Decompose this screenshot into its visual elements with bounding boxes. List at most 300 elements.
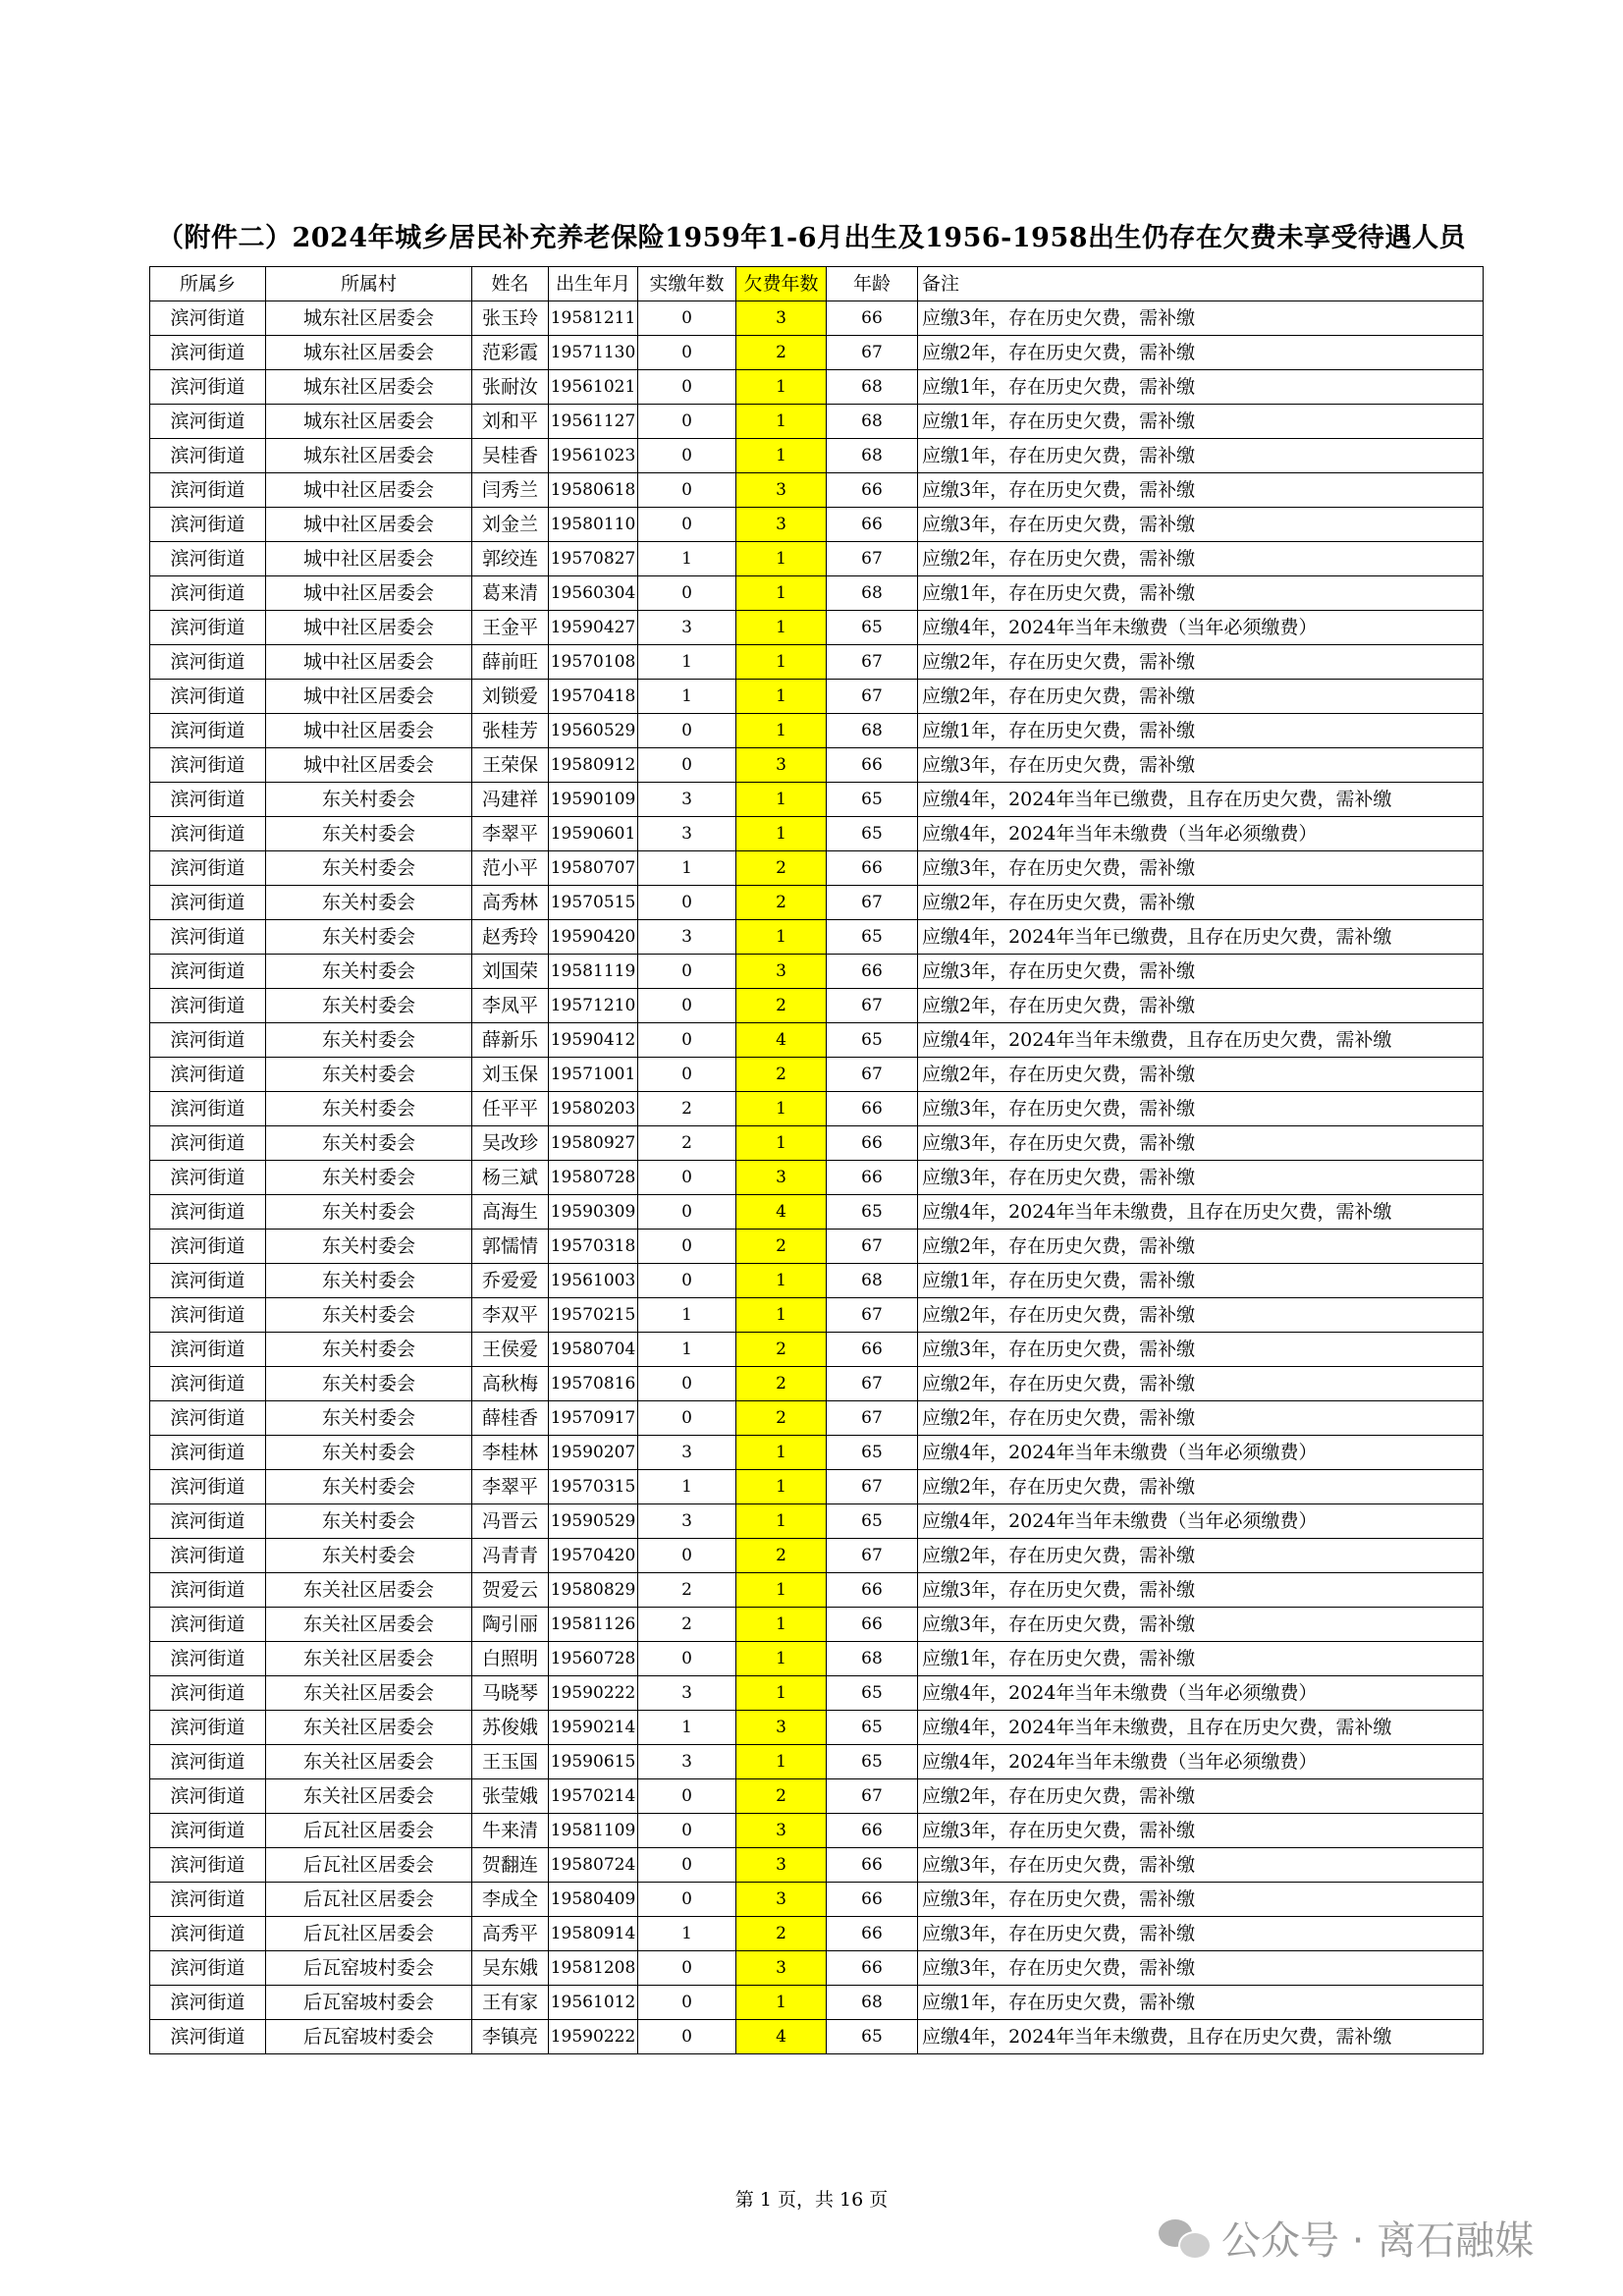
table-row [150, 1608, 1484, 1642]
paid-years-cell: 0 [638, 1814, 736, 1848]
age-cell: 68 [827, 405, 918, 439]
remarks-cell: 应缴1年，存在历史欠费，需补缴 [918, 405, 1484, 439]
name-cell: 刘玉保 [472, 1058, 549, 1092]
table-row [150, 1848, 1484, 1883]
arrears-years-cell: 1 [736, 576, 827, 611]
name-cell: 白照明 [472, 1642, 549, 1676]
birth-date-cell: 19560728 [549, 1642, 638, 1676]
name-cell: 乔爱爱 [472, 1264, 549, 1298]
birth-date-cell: 19580829 [549, 1573, 638, 1608]
remarks-cell: 应缴3年，存在历史欠费，需补缴 [918, 1883, 1484, 1917]
name-cell: 李凤平 [472, 989, 549, 1023]
table-row [150, 1401, 1484, 1436]
age-cell: 67 [827, 1298, 918, 1333]
table-row [150, 405, 1484, 439]
township-cell: 滨河街道 [150, 920, 266, 955]
birth-date-cell: 19570215 [549, 1298, 638, 1333]
village-cell: 东关村委会 [266, 1230, 472, 1264]
township-cell: 滨河街道 [150, 1986, 266, 2020]
township-cell: 滨河街道 [150, 1401, 266, 1436]
township-cell: 滨河街道 [150, 748, 266, 783]
arrears-years-cell: 2 [736, 1539, 827, 1573]
township-cell: 滨河街道 [150, 473, 266, 508]
table-row [150, 1779, 1484, 1814]
birth-date-cell: 19571001 [549, 1058, 638, 1092]
village-cell: 城中社区居委会 [266, 748, 472, 783]
birth-date-cell: 19570318 [549, 1230, 638, 1264]
arrears-years-cell: 1 [736, 1470, 827, 1504]
table-row [150, 1298, 1484, 1333]
paid-years-cell: 1 [638, 1470, 736, 1504]
birth-date-cell: 19570917 [549, 1401, 638, 1436]
remarks-cell: 应缴4年，2024年当年已缴费，且存在历史欠费，需补缴 [918, 920, 1484, 955]
table-row [150, 886, 1484, 920]
age-cell: 66 [827, 1917, 918, 1951]
watermark [1159, 2208, 1534, 2267]
village-cell: 东关社区居委会 [266, 1608, 472, 1642]
remarks-cell: 应缴2年，存在历史欠费，需补缴 [918, 1058, 1484, 1092]
age-cell: 66 [827, 1092, 918, 1126]
township-cell: 滨河街道 [150, 989, 266, 1023]
table-row [150, 1092, 1484, 1126]
name-cell: 陶引丽 [472, 1608, 549, 1642]
table-row [150, 680, 1484, 714]
township-cell: 滨河街道 [150, 1195, 266, 1230]
name-cell: 李双平 [472, 1298, 549, 1333]
paid-years-cell: 0 [638, 576, 736, 611]
paid-years-cell: 3 [638, 783, 736, 817]
paid-years-cell: 1 [638, 1333, 736, 1367]
township-cell: 滨河街道 [150, 1951, 266, 1986]
paid-years-cell: 0 [638, 370, 736, 405]
remarks-cell: 应缴1年，存在历史欠费，需补缴 [918, 1264, 1484, 1298]
arrears-years-cell: 1 [736, 1504, 827, 1539]
table-row [150, 748, 1484, 783]
age-cell: 67 [827, 1367, 918, 1401]
wechat-icon [1159, 2215, 1210, 2259]
age-cell: 67 [827, 336, 918, 370]
age-cell: 66 [827, 1883, 918, 1917]
village-cell: 东关村委会 [266, 1195, 472, 1230]
table-row [150, 1504, 1484, 1539]
name-cell: 高秀平 [472, 1917, 549, 1951]
paid-years-cell: 0 [638, 336, 736, 370]
remarks-cell: 应缴2年，存在历史欠费，需补缴 [918, 1539, 1484, 1573]
name-cell: 刘金兰 [472, 508, 549, 542]
birth-date-cell: 19581119 [549, 955, 638, 989]
arrears-years-cell: 2 [736, 1058, 827, 1092]
paid-years-cell: 0 [638, 1642, 736, 1676]
arrears-years-cell: 3 [736, 1951, 827, 1986]
birth-date-cell: 19590420 [549, 920, 638, 955]
table-row [150, 989, 1484, 1023]
table-row [150, 1951, 1484, 1986]
birth-date-cell: 19580728 [549, 1161, 638, 1195]
age-cell: 66 [827, 1608, 918, 1642]
age-cell: 67 [827, 1058, 918, 1092]
village-cell: 城东社区居委会 [266, 370, 472, 405]
paid-years-cell: 2 [638, 1608, 736, 1642]
paid-years-cell: 1 [638, 542, 736, 576]
township-cell: 滨河街道 [150, 1779, 266, 1814]
paid-years-cell: 2 [638, 1573, 736, 1608]
paid-years-cell: 3 [638, 817, 736, 851]
remarks-cell: 应缴2年，存在历史欠费，需补缴 [918, 1367, 1484, 1401]
birth-date-cell: 19590412 [549, 1023, 638, 1058]
remarks-cell: 应缴3年，存在历史欠费，需补缴 [918, 1848, 1484, 1883]
name-cell: 王玉国 [472, 1745, 549, 1779]
remarks-cell: 应缴1年，存在历史欠费，需补缴 [918, 1986, 1484, 2020]
table-row [150, 1058, 1484, 1092]
arrears-years-cell: 3 [736, 1814, 827, 1848]
birth-date-cell: 19580912 [549, 748, 638, 783]
name-cell: 冯晋云 [472, 1504, 549, 1539]
paid-years-cell: 0 [638, 1779, 736, 1814]
arrears-years-cell: 3 [736, 1848, 827, 1883]
remarks-cell: 应缴1年，存在历史欠费，需补缴 [918, 1642, 1484, 1676]
table-row [150, 336, 1484, 370]
name-cell: 李桂林 [472, 1436, 549, 1470]
arrears-years-cell: 1 [736, 1573, 827, 1608]
township-cell: 滨河街道 [150, 1642, 266, 1676]
township-cell: 滨河街道 [150, 1814, 266, 1848]
village-cell: 城中社区居委会 [266, 645, 472, 680]
paid-years-cell: 0 [638, 1230, 736, 1264]
name-cell: 范小平 [472, 851, 549, 886]
paid-years-cell: 0 [638, 989, 736, 1023]
name-cell: 刘锁爱 [472, 680, 549, 714]
name-cell: 薛新乐 [472, 1023, 549, 1058]
age-cell: 67 [827, 886, 918, 920]
arrears-years-cell: 2 [736, 336, 827, 370]
name-cell: 吴改珍 [472, 1126, 549, 1161]
arrears-years-cell: 3 [736, 1883, 827, 1917]
column-header-village: 所属村 [266, 267, 472, 301]
village-cell: 东关村委会 [266, 886, 472, 920]
arrears-years-cell: 1 [736, 817, 827, 851]
paid-years-cell: 1 [638, 1298, 736, 1333]
name-cell: 王有家 [472, 1986, 549, 2020]
remarks-cell: 应缴3年，存在历史欠费，需补缴 [918, 1814, 1484, 1848]
village-cell: 城中社区居委会 [266, 611, 472, 645]
birth-date-cell: 19561127 [549, 405, 638, 439]
age-cell: 67 [827, 542, 918, 576]
age-cell: 65 [827, 1676, 918, 1711]
village-cell: 东关社区居委会 [266, 1573, 472, 1608]
document-title: （附件二）2024年城乡居民补充养老保险1959年1-6月出生及1956-1958出生仍存在欠费未享受待遇人员 [156, 223, 1467, 253]
table-row [150, 611, 1484, 645]
name-cell: 高秋梅 [472, 1367, 549, 1401]
paid-years-cell: 0 [638, 1883, 736, 1917]
remarks-cell: 应缴4年，2024年当年未缴费，且存在历史欠费，需补缴 [918, 1711, 1484, 1745]
paid-years-cell: 3 [638, 1504, 736, 1539]
paid-years-cell: 0 [638, 1539, 736, 1573]
name-cell: 葛来清 [472, 576, 549, 611]
name-cell: 薛前旺 [472, 645, 549, 680]
birth-date-cell: 19580203 [549, 1092, 638, 1126]
birth-date-cell: 19590109 [549, 783, 638, 817]
township-cell: 滨河街道 [150, 680, 266, 714]
township-cell: 滨河街道 [150, 1298, 266, 1333]
age-cell: 68 [827, 1264, 918, 1298]
birth-date-cell: 19561012 [549, 1986, 638, 2020]
table-row [150, 1676, 1484, 1711]
remarks-cell: 应缴3年，存在历史欠费，需补缴 [918, 1951, 1484, 1986]
arrears-years-cell: 3 [736, 508, 827, 542]
remarks-cell: 应缴2年，存在历史欠费，需补缴 [918, 1230, 1484, 1264]
table-header-row [150, 267, 1484, 301]
township-cell: 滨河街道 [150, 851, 266, 886]
village-cell: 东关村委会 [266, 851, 472, 886]
township-cell: 滨河街道 [150, 1470, 266, 1504]
township-cell: 滨河街道 [150, 886, 266, 920]
age-cell: 66 [827, 508, 918, 542]
arrears-years-cell: 1 [736, 783, 827, 817]
village-cell: 东关村委会 [266, 1401, 472, 1436]
township-cell: 滨河街道 [150, 783, 266, 817]
age-cell: 66 [827, 748, 918, 783]
name-cell: 贺爱云 [472, 1573, 549, 1608]
age-cell: 67 [827, 989, 918, 1023]
birth-date-cell: 19570827 [549, 542, 638, 576]
birth-date-cell: 19580914 [549, 1917, 638, 1951]
arrears-years-cell: 1 [736, 611, 827, 645]
paid-years-cell: 1 [638, 680, 736, 714]
remarks-cell: 应缴2年，存在历史欠费，需补缴 [918, 1779, 1484, 1814]
birth-date-cell: 19570418 [549, 680, 638, 714]
arrears-years-cell: 2 [736, 886, 827, 920]
township-cell: 滨河街道 [150, 1436, 266, 1470]
arrears-years-cell: 1 [736, 1745, 827, 1779]
village-cell: 城中社区居委会 [266, 680, 472, 714]
name-cell: 张莹娥 [472, 1779, 549, 1814]
column-header-remarks: 备注 [918, 267, 1484, 301]
birth-date-cell: 19580724 [549, 1848, 638, 1883]
table-row [150, 1333, 1484, 1367]
arrears-years-cell: 1 [736, 1126, 827, 1161]
paid-years-cell: 3 [638, 1436, 736, 1470]
arrears-years-cell: 1 [736, 1264, 827, 1298]
age-cell: 65 [827, 783, 918, 817]
village-cell: 后瓦窑坡村委会 [266, 1986, 472, 2020]
birth-date-cell: 19580110 [549, 508, 638, 542]
village-cell: 后瓦窑坡村委会 [266, 1951, 472, 1986]
table-row [150, 714, 1484, 748]
paid-years-cell: 0 [638, 955, 736, 989]
table-row [150, 1436, 1484, 1470]
age-cell: 65 [827, 1195, 918, 1230]
village-cell: 东关村委会 [266, 1023, 472, 1058]
name-cell: 李成全 [472, 1883, 549, 1917]
arrears-years-cell: 2 [736, 1401, 827, 1436]
township-cell: 滨河街道 [150, 955, 266, 989]
birth-date-cell: 19580704 [549, 1333, 638, 1367]
name-cell: 贺翻连 [472, 1848, 549, 1883]
township-cell: 滨河街道 [150, 1058, 266, 1092]
village-cell: 东关村委会 [266, 817, 472, 851]
township-cell: 滨河街道 [150, 1367, 266, 1401]
name-cell: 刘国荣 [472, 955, 549, 989]
birth-date-cell: 19580707 [549, 851, 638, 886]
remarks-cell: 应缴3年，存在历史欠费，需补缴 [918, 301, 1484, 336]
table-row [150, 1470, 1484, 1504]
paid-years-cell: 0 [638, 714, 736, 748]
village-cell: 东关村委会 [266, 1504, 472, 1539]
birth-date-cell: 19570214 [549, 1779, 638, 1814]
village-cell: 东关村委会 [266, 783, 472, 817]
age-cell: 68 [827, 1642, 918, 1676]
name-cell: 牛来清 [472, 1814, 549, 1848]
birth-date-cell: 19590207 [549, 1436, 638, 1470]
paid-years-cell: 2 [638, 1126, 736, 1161]
village-cell: 城东社区居委会 [266, 336, 472, 370]
remarks-cell: 应缴4年，2024年当年未缴费（当年必须缴费） [918, 1436, 1484, 1470]
remarks-cell: 应缴3年，存在历史欠费，需补缴 [918, 955, 1484, 989]
remarks-cell: 应缴3年，存在历史欠费，需补缴 [918, 473, 1484, 508]
arrears-years-cell: 2 [736, 1230, 827, 1264]
village-cell: 东关村委会 [266, 1264, 472, 1298]
arrears-years-cell: 1 [736, 645, 827, 680]
age-cell: 67 [827, 680, 918, 714]
paid-years-cell: 3 [638, 1745, 736, 1779]
remarks-cell: 应缴1年，存在历史欠费，需补缴 [918, 714, 1484, 748]
arrears-years-cell: 3 [736, 473, 827, 508]
age-cell: 66 [827, 301, 918, 336]
birth-date-cell: 19590222 [549, 2020, 638, 2054]
arrears-years-cell: 2 [736, 851, 827, 886]
arrears-years-cell: 1 [736, 1436, 827, 1470]
table-row [150, 920, 1484, 955]
remarks-cell: 应缴3年，存在历史欠费，需补缴 [918, 1573, 1484, 1608]
remarks-cell: 应缴4年，2024年当年未缴费（当年必须缴费） [918, 1745, 1484, 1779]
age-cell: 66 [827, 1848, 918, 1883]
age-cell: 65 [827, 1436, 918, 1470]
village-cell: 东关社区居委会 [266, 1711, 472, 1745]
arrears-years-cell: 3 [736, 748, 827, 783]
paid-years-cell: 1 [638, 851, 736, 886]
township-cell: 滨河街道 [150, 1333, 266, 1367]
birth-date-cell: 19560529 [549, 714, 638, 748]
name-cell: 郭绞连 [472, 542, 549, 576]
age-cell: 67 [827, 1401, 918, 1436]
birth-date-cell: 19561003 [549, 1264, 638, 1298]
paid-years-cell: 0 [638, 1367, 736, 1401]
township-cell: 滨河街道 [150, 1504, 266, 1539]
arrears-years-cell: 1 [736, 920, 827, 955]
birth-date-cell: 19571130 [549, 336, 638, 370]
name-cell: 吴桂香 [472, 439, 549, 473]
column-header-paid-years: 实缴年数 [638, 267, 736, 301]
table-row [150, 955, 1484, 989]
age-cell: 65 [827, 611, 918, 645]
village-cell: 城东社区居委会 [266, 301, 472, 336]
village-cell: 东关村委会 [266, 1436, 472, 1470]
remarks-cell: 应缴2年，存在历史欠费，需补缴 [918, 1401, 1484, 1436]
table-row [150, 473, 1484, 508]
village-cell: 东关村委会 [266, 1333, 472, 1367]
name-cell: 闫秀兰 [472, 473, 549, 508]
birth-date-cell: 19590615 [549, 1745, 638, 1779]
arrears-years-cell: 1 [736, 1642, 827, 1676]
remarks-cell: 应缴3年，存在历史欠费，需补缴 [918, 1608, 1484, 1642]
paid-years-cell: 0 [638, 473, 736, 508]
remarks-cell: 应缴3年，存在历史欠费，需补缴 [918, 1092, 1484, 1126]
birth-date-cell: 19570420 [549, 1539, 638, 1573]
village-cell: 东关村委会 [266, 1298, 472, 1333]
village-cell: 东关村委会 [266, 1161, 472, 1195]
age-cell: 66 [827, 1333, 918, 1367]
birth-date-cell: 19581109 [549, 1814, 638, 1848]
table-row [150, 1573, 1484, 1608]
table-row [150, 439, 1484, 473]
table-row [150, 576, 1484, 611]
arrears-years-cell: 4 [736, 1195, 827, 1230]
age-cell: 68 [827, 370, 918, 405]
table-row [150, 817, 1484, 851]
arrears-years-cell: 2 [736, 1333, 827, 1367]
watermark-text: 公众号 · 离石融媒 [1221, 2217, 1535, 2264]
table-row [150, 1711, 1484, 1745]
township-cell: 滨河街道 [150, 1161, 266, 1195]
arrears-years-cell: 3 [736, 1161, 827, 1195]
arrears-years-cell: 1 [736, 714, 827, 748]
name-cell: 王荣保 [472, 748, 549, 783]
paid-years-cell: 0 [638, 748, 736, 783]
remarks-cell: 应缴3年，存在历史欠费，需补缴 [918, 1333, 1484, 1367]
paid-years-cell: 0 [638, 1401, 736, 1436]
paid-years-cell: 0 [638, 886, 736, 920]
arrears-years-cell: 1 [736, 1986, 827, 2020]
table-row [150, 1917, 1484, 1951]
township-cell: 滨河街道 [150, 439, 266, 473]
table-row [150, 1986, 1484, 2020]
table-row [150, 370, 1484, 405]
village-cell: 城中社区居委会 [266, 473, 472, 508]
name-cell: 王金平 [472, 611, 549, 645]
village-cell: 东关社区居委会 [266, 1642, 472, 1676]
township-cell: 滨河街道 [150, 336, 266, 370]
paid-years-cell: 0 [638, 405, 736, 439]
age-cell: 67 [827, 1539, 918, 1573]
table-row [150, 1745, 1484, 1779]
age-cell: 68 [827, 1986, 918, 2020]
arrears-years-cell: 2 [736, 989, 827, 1023]
village-cell: 城东社区居委会 [266, 439, 472, 473]
village-cell: 东关社区居委会 [266, 1779, 472, 1814]
table-row [150, 1230, 1484, 1264]
arrears-years-cell: 3 [736, 301, 827, 336]
paid-years-cell: 1 [638, 1917, 736, 1951]
remarks-cell: 应缴4年，2024年当年未缴费（当年必须缴费） [918, 611, 1484, 645]
table-row [150, 1195, 1484, 1230]
arrears-years-cell: 1 [736, 439, 827, 473]
column-header-arrears-years: 欠费年数 [736, 267, 827, 301]
birth-date-cell: 19590529 [549, 1504, 638, 1539]
table-row [150, 2020, 1484, 2054]
remarks-cell: 应缴4年，2024年当年未缴费，且存在历史欠费，需补缴 [918, 1195, 1484, 1230]
table-row [150, 301, 1484, 336]
remarks-cell: 应缴4年，2024年当年未缴费，且存在历史欠费，需补缴 [918, 2020, 1484, 2054]
village-cell: 后瓦窑坡村委会 [266, 2020, 472, 2054]
township-cell: 滨河街道 [150, 1848, 266, 1883]
age-cell: 66 [827, 1951, 918, 1986]
remarks-cell: 应缴4年，2024年当年未缴费（当年必须缴费） [918, 1504, 1484, 1539]
remarks-cell: 应缴3年，存在历史欠费，需补缴 [918, 851, 1484, 886]
arrears-years-cell: 2 [736, 1917, 827, 1951]
township-cell: 滨河街道 [150, 1676, 266, 1711]
arrears-years-cell: 1 [736, 405, 827, 439]
name-cell: 李翠平 [472, 817, 549, 851]
